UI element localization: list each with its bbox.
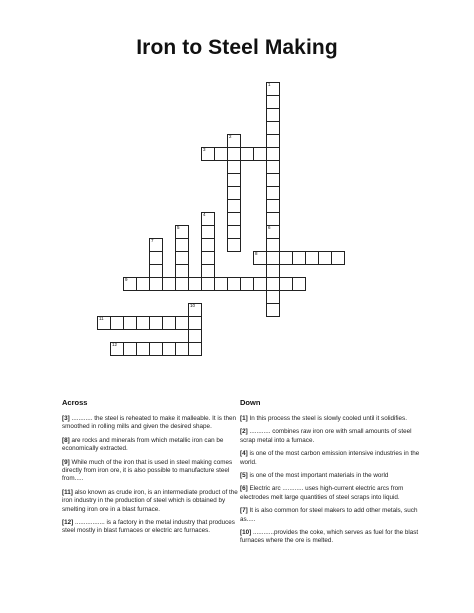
down-clue-list (240, 415, 420, 546)
cell-number: 7 (151, 238, 154, 243)
crossword-cell[interactable] (227, 134, 241, 148)
cell-number: 6 (268, 225, 271, 230)
clue-number: [7] (240, 507, 248, 515)
clue-text: Electric arc ............ uses high-current electric arcs from electrodes melt large quantities of steel scraps into liquid. (240, 485, 404, 501)
crossword-cell[interactable] (292, 277, 306, 291)
crossword-cell[interactable] (266, 121, 280, 135)
clue-text: ............ the steel is reheated to make it malleable. It is then smoothed in rolling mills and given the desired shape. (62, 415, 236, 431)
crossword-cell[interactable] (110, 342, 124, 356)
crossword-cell[interactable] (266, 147, 280, 161)
across-clue (62, 437, 242, 454)
clue-text: While much of the iron that is used in steel making comes directly from iron ore, it is also possible to manufacture steel from..... (62, 458, 233, 483)
crossword-cell[interactable] (227, 199, 241, 213)
clue-number: [5] (240, 472, 248, 480)
crossword-cell[interactable] (175, 264, 189, 278)
crossword-cell[interactable] (240, 277, 254, 291)
crossword-cell[interactable] (227, 225, 241, 239)
down-heading: Down (240, 398, 261, 407)
crossword-cell[interactable] (149, 264, 163, 278)
crossword-cell[interactable] (188, 329, 202, 343)
puzzle-title: Iron to Steel Making (136, 36, 338, 59)
clue-number: [11] (62, 488, 73, 496)
crossword-cell[interactable] (162, 277, 176, 291)
crossword-cell[interactable] (201, 251, 215, 265)
crossword-cell[interactable] (253, 251, 267, 265)
crossword-cell[interactable] (201, 225, 215, 239)
down-clue (240, 415, 420, 423)
clue-number: [10] (240, 529, 252, 537)
cell-number: 2 (229, 134, 232, 139)
cell-number: 1 (268, 82, 271, 87)
crossword-cell[interactable] (266, 290, 280, 304)
crossword-cell[interactable] (266, 173, 280, 187)
crossword-cell[interactable] (227, 212, 241, 226)
clue-text: It is also common for steel makers to add other metals, such as..... (240, 507, 418, 523)
crossword-cell[interactable] (201, 277, 215, 291)
crossword-cell[interactable] (123, 316, 137, 330)
crossword-cell[interactable] (136, 316, 150, 330)
crossword-cell[interactable] (266, 225, 280, 239)
clue-number: [6] (240, 485, 248, 493)
crossword-cell[interactable] (175, 342, 189, 356)
crossword-cell[interactable] (162, 342, 176, 356)
crossword-cell[interactable] (253, 277, 267, 291)
crossword-cell[interactable] (175, 251, 189, 265)
crossword-cell[interactable] (188, 316, 202, 330)
crossword-cell[interactable] (201, 264, 215, 278)
crossword-cell[interactable] (292, 251, 306, 265)
crossword-cell[interactable] (123, 342, 137, 356)
cell-number: 5 (177, 225, 180, 230)
crossword-cell[interactable] (227, 277, 241, 291)
crossword-cell[interactable] (240, 147, 254, 161)
crossword-cell[interactable] (266, 264, 280, 278)
cell-number: 12 (112, 342, 118, 347)
crossword-cell[interactable] (136, 342, 150, 356)
cell-number: 11 (99, 316, 104, 321)
clue-text: ................. is a factory in the metal industry that produces steel mostly in blast furnaces or electric arc furnaces. (62, 519, 235, 535)
across-clue (62, 415, 242, 432)
crossword-cell[interactable] (214, 277, 228, 291)
across-clues (62, 398, 242, 541)
across-clue (62, 459, 242, 484)
across-clue-list (62, 415, 242, 536)
down-clue (240, 472, 420, 480)
down-clue (240, 485, 420, 502)
crossword-cell[interactable] (110, 316, 124, 330)
across-clue (62, 519, 242, 536)
crossword-cell[interactable] (266, 95, 280, 109)
across-clue (62, 489, 242, 514)
crossword-cell[interactable] (201, 238, 215, 252)
crossword-cell[interactable] (305, 251, 319, 265)
crossword-cell[interactable] (201, 147, 215, 161)
crossword-cell[interactable] (175, 316, 189, 330)
crossword-cell[interactable] (266, 277, 280, 291)
clue-number: [9] (62, 458, 70, 466)
clue-number: [3] (62, 415, 70, 422)
crossword-cell[interactable] (136, 277, 150, 291)
cell-number: 4 (203, 212, 206, 217)
crossword-cell[interactable] (253, 147, 267, 161)
down-clue (240, 450, 420, 467)
clue-text: also known as crude iron, is an intermediate product of the iron industry in the production of steel which is obtained by smelting iron ore in a blast furnace. (62, 488, 238, 513)
clue-text: ............provides the coke, which serves as fuel for the blast furnaces where the ore is melted. (240, 529, 419, 545)
crossword-cell[interactable] (279, 251, 293, 265)
down-clue (240, 529, 420, 546)
crossword-cell[interactable] (162, 316, 176, 330)
crossword-cell[interactable] (266, 160, 280, 174)
crossword-cell[interactable] (214, 147, 228, 161)
clue-text: ............ combines raw iron ore with small amounts of steel scrap metal into a furnace. (240, 428, 412, 444)
crossword-cell[interactable] (227, 238, 241, 252)
cell-number: 10 (190, 303, 196, 308)
crossword-cell[interactable] (266, 238, 280, 252)
crossword-cell[interactable] (149, 277, 163, 291)
crossword-cell[interactable] (279, 277, 293, 291)
crossword-cell[interactable] (201, 212, 215, 226)
crossword-cell[interactable] (188, 303, 202, 317)
clue-text: In this process the steel is slowly cooled until it solidifies. (249, 415, 407, 422)
cell-number: 9 (125, 277, 128, 282)
crossword-cell[interactable] (149, 342, 163, 356)
crossword-cell[interactable] (266, 199, 280, 213)
clue-text: are rocks and minerals from which metallic iron can be economically extracted. (62, 436, 224, 453)
crossword-cell[interactable] (175, 238, 189, 252)
clue-text: is one of the most carbon emission intensive industries in the world. (240, 450, 420, 466)
crossword-cell[interactable] (266, 134, 280, 148)
crossword-cell[interactable] (266, 108, 280, 122)
crossword-cell[interactable] (123, 277, 137, 291)
crossword-cell[interactable] (266, 186, 280, 200)
crossword-cell[interactable] (227, 147, 241, 161)
clue-number: [12] (62, 519, 74, 527)
clue-number: [8] (62, 436, 70, 444)
clue-number: [1] (240, 415, 248, 422)
clue-number: [4] (240, 450, 248, 458)
clue-number: [2] (240, 428, 248, 436)
cell-number: 8 (255, 251, 258, 256)
crossword-cell[interactable] (175, 277, 189, 291)
crossword-cell[interactable] (149, 238, 163, 252)
crossword-cell[interactable] (318, 251, 332, 265)
crossword-cell[interactable] (188, 342, 202, 356)
crossword-cell[interactable] (149, 316, 163, 330)
crossword-cell[interactable] (266, 82, 280, 96)
clue-text: is one of the most important materials in the world (249, 472, 389, 480)
down-clue (240, 507, 420, 524)
down-clue (240, 428, 420, 445)
crossword-cell[interactable] (149, 251, 163, 265)
crossword-cell[interactable] (175, 225, 189, 239)
crossword-cell[interactable] (227, 173, 241, 187)
crossword-cell[interactable] (227, 160, 241, 174)
crossword-cell[interactable] (97, 316, 111, 330)
crossword-cell[interactable] (227, 186, 241, 200)
crossword-cell[interactable] (266, 212, 280, 226)
crossword-cell[interactable] (331, 251, 345, 265)
across-heading: Across (62, 398, 88, 407)
crossword-cell[interactable] (266, 251, 280, 265)
crossword-cell[interactable] (266, 303, 280, 317)
crossword-cell[interactable] (188, 277, 202, 291)
cell-number: 3 (203, 147, 206, 152)
down-clues (240, 398, 420, 551)
